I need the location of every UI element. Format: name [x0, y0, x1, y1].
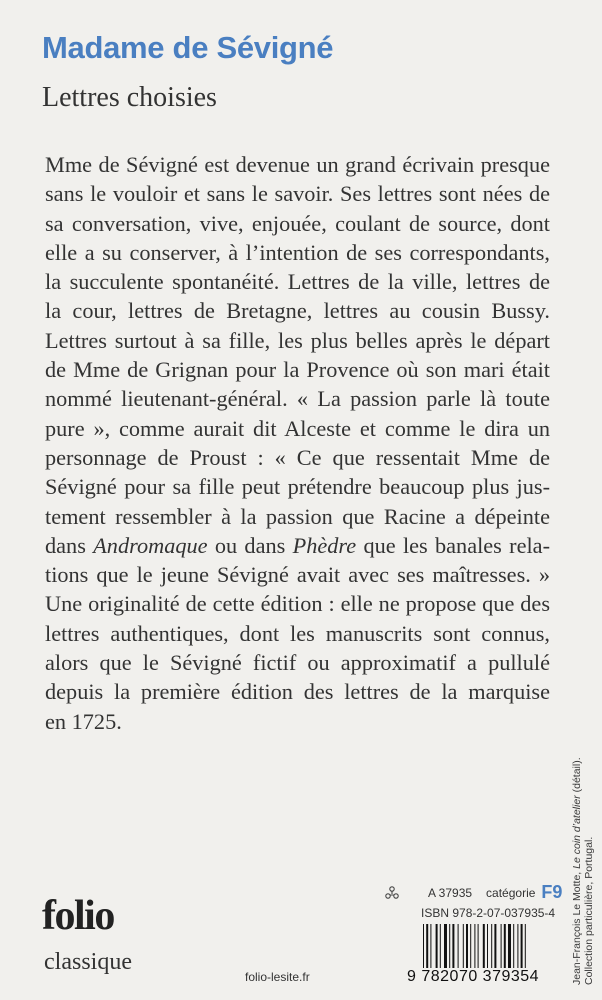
blurb-line: Mme de Sévigné est devenue un grand écrivain presque — [45, 152, 550, 177]
category-value: F9 — [541, 882, 563, 902]
isbn: ISBN 978-2-07-037935-4 — [421, 906, 556, 920]
barcode-number: 9 782070 379354 — [407, 968, 540, 985]
blurb-line: elle a su conserver, à l’intention de ses correspondants, — [45, 239, 550, 265]
blurb-line: Lettres surtout à sa fille, les plus belles après le départ — [45, 327, 550, 353]
credit-collection: Collection particulière, Portugal. — [583, 836, 595, 985]
blurb-line — [45, 531, 550, 560]
blurb-line: Sévigné pour sa fille peut prétendre beaucoup plus jus- — [45, 474, 550, 500]
blurb-italic-title: Andromaque — [93, 532, 208, 558]
author-name: Madame de Sévigné — [42, 30, 334, 65]
category-label: catégorie — [486, 885, 536, 900]
blurb-line: nommé lieutenant-général. « La passion parle là toute — [45, 386, 550, 412]
publishing-info-row — [384, 882, 562, 903]
blurb-line: tement ressembler à la passion que Racine a dépeinte — [45, 503, 550, 529]
credit-detail: (détail). — [571, 757, 583, 796]
blurb-line: alors que le Sévigné fictif ou approximatif a pullulé — [45, 650, 550, 676]
series-name: classique — [44, 949, 132, 975]
blurb-line: sa conversation, vive, enjouée, coulant de source, dont — [45, 210, 550, 236]
credit-work: Le coin d’atelier — [571, 795, 583, 869]
blurb-text: dans — [45, 532, 94, 558]
book-title: Lettres choisies — [42, 82, 217, 113]
product-code: A 37935 — [428, 885, 473, 900]
credit-line — [571, 757, 583, 985]
blurb-line: Une originalité de cette édition : elle ne propose que des — [45, 591, 550, 617]
gallimard-logo-icon — [384, 885, 400, 901]
blurb-text: ou dans — [207, 532, 293, 558]
folio-logo: folio — [42, 893, 114, 939]
blurb-line: de Mme de Grignan pour la Provence où son mari était — [45, 357, 550, 383]
blurb-line: pure », comme aurait dit Alceste et comme le dira un — [45, 415, 550, 441]
blurb-line: depuis la première édition des lettres de la marquise — [45, 679, 550, 705]
blurb-line: tions que le jeune Sévigné avait avec ses maîtresses. » — [45, 562, 550, 588]
blurb-line: la cour, lettres de Bretagne, lettres au cousin Bussy. — [45, 298, 550, 324]
credit-artist: Jean-François Le Motte, — [571, 868, 583, 985]
cover-art-credit — [571, 757, 599, 985]
blurb-italic-title: Phèdre — [292, 532, 357, 558]
back-cover-blurb — [45, 150, 550, 736]
blurb-line: sans le vouloir et sans le savoir. Ses lettres sont nées de — [45, 181, 550, 207]
blurb-line: personnage de Proust : « Ce que ressentait Mme de — [45, 444, 550, 470]
blurb-line: la succulente spontanéité. Lettres de la ville, lettres de — [45, 269, 550, 295]
blurb-line: en 1725. — [45, 708, 122, 734]
blurb-line: lettres authentiques, dont les manuscrits sont connus, — [45, 620, 550, 646]
blurb-text: que les banales rela- — [356, 532, 550, 558]
website-link[interactable]: folio-lesite.fr — [245, 970, 310, 984]
